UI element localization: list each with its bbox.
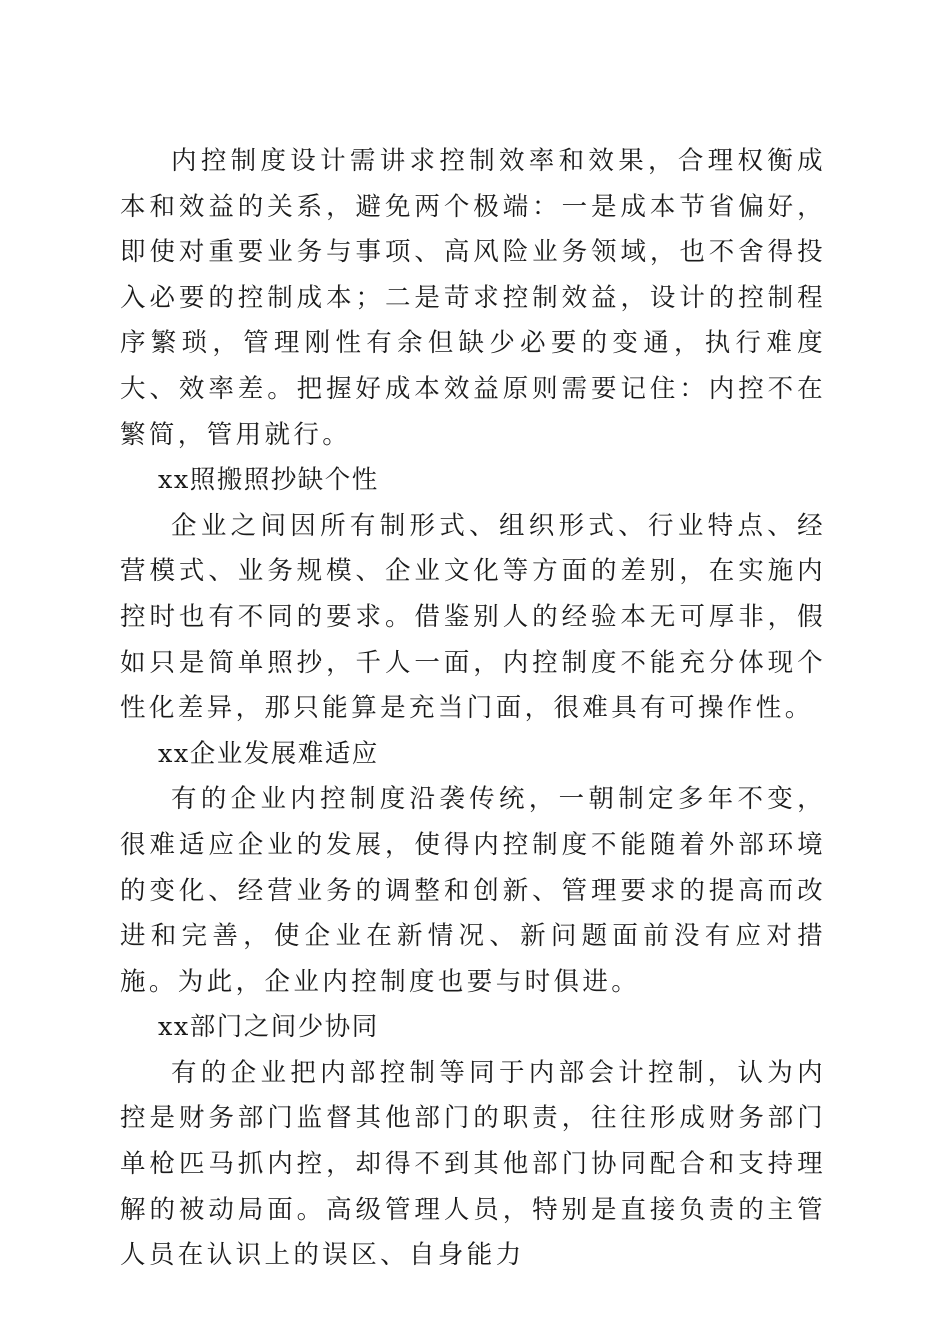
paragraph-cost-benefit: 内控制度设计需讲求控制效率和效果，合理权衡成本和效益的关系，避免两个极端：一是成本节省偏好，即使对重要业务与事项、高风险业务领域，也不舍得投入必要的控制成本；二是苛求控制效益，设计的控制程序繁琐，管理刚性有余但缺少必要的变通，执行难度大、效率差。把握好成本效益原则需要记住：内控不在繁简，管用就行。 [120, 146, 826, 450]
paragraph-coordination: 有的企业把内部控制等同于内部会计控制，认为内控是财务部门监督其他部门的职责，往往形成财务部门单枪匹马抓内控，却得不到其他部门协同配合和支持理解的被动局面。高级管理人员，特别是直接负责的主管人员在认识上的误区、自身能力 [120, 1057, 826, 1271]
paragraph-copying: 企业之间因所有制形式、组织形式、行业特点、经营模式、业务规模、企业文化等方面的差别，在实施内控时也有不同的要求。借鉴别人的经验本无可厚非，假如只是简单照抄，千人一面，内控制度不能充分体现个性化差异，那只能算是充当门面，很难具有可操作性。 [120, 510, 826, 724]
document-body [120, 139, 826, 1279]
section-heading-coordination: xx部门之间少协同 [158, 1012, 379, 1043]
section-heading-development: xx企业发展难适应 [158, 738, 379, 769]
paragraph-development: 有的企业内控制度沿袭传统，一朝制定多年不变，很难适应企业的发展，使得内控制度不能随着外部环境的变化、经营业务的调整和创新、管理要求的提高而改进和完善，使企业在新情况、新问题面前没有应对措施。为此，企业内控制度也要与时俱进。 [120, 784, 826, 997]
section-heading-copying: xx照搬照抄缺个性 [158, 465, 379, 496]
